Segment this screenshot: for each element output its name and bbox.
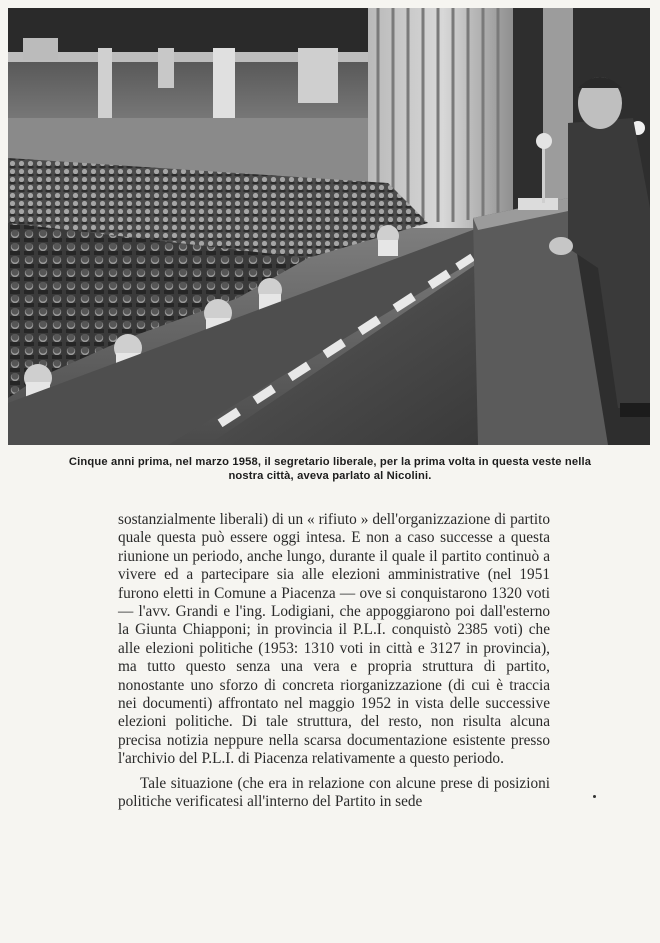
speech-photograph: [8, 8, 650, 445]
page-speck: [593, 795, 596, 798]
paragraph: Tale situazione (che era in relazione con alcune prese di posizioni politiche verificatesi all'interno del Partito in sede: [118, 774, 550, 811]
paragraph: sostanzialmente liberali) di un « rifiuto » dell'organizzazione di partito quale questa può essere oggi intesa. E non a caso successe a questa riunione un periodo, anche lungo, durante il quale il partito continuò a vivere ed a partecipare sia alle elezioni amministrative (nel 1951 furono eletti in Comune a Piacenza — ove si conquistarono 1320 voti — l'avv. Grandi e l'ing. Lodigiani, che appoggiarono poi dall'esterno la Giunta Chiapponi; in provincia il P.L.I. conquistò 2385 voti) che alle elezioni politiche (1953: 1310 voti in città e 3127 in provincia), ma tutto questo senza una vera e propria struttura di partito, nonostante uno sforzo di concreta riorganizzazione (di cui è traccia nei documenti) affrontato nel maggio 1952 in vista delle successive elezioni politiche. Di tale struttura, del resto, non risulta alcuna precisa notizia neppure nella scarsa documentazione esistente presso l'archivio del P.L.I. di Piacenza relativamente a questo periodo.: [118, 511, 550, 768]
article-body: [118, 511, 550, 812]
photo-caption: Cinque anni prima, nel marzo 1958, il segretario liberale, per la prima volta in questa veste nella nostra città, aveva parlato al Nicolini.: [68, 456, 592, 482]
